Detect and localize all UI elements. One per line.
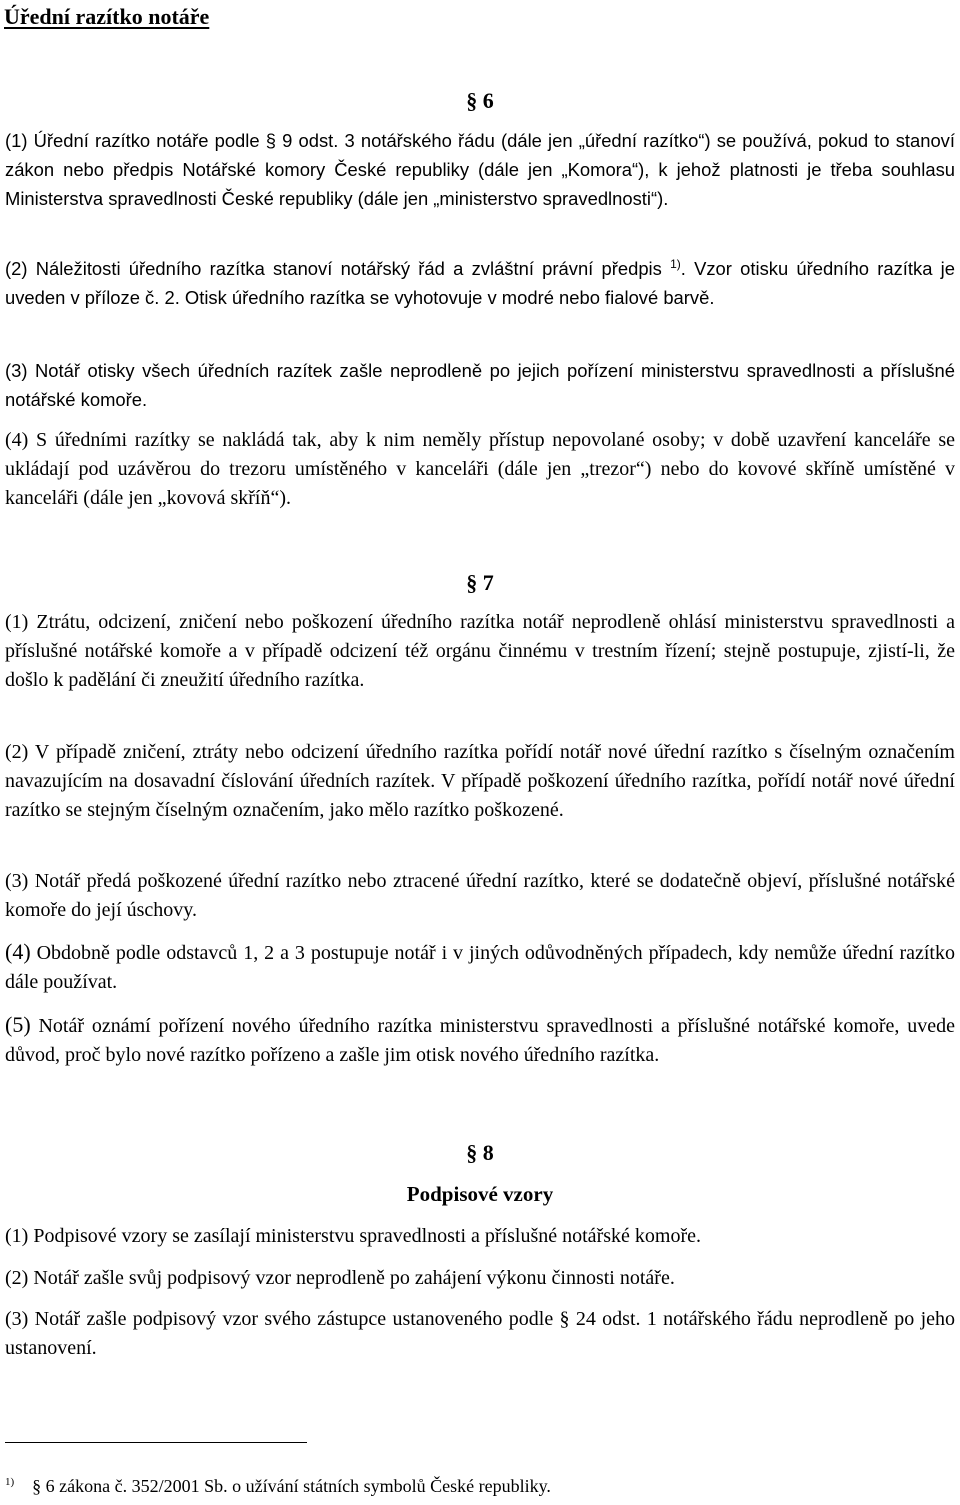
paragraph-4-text: Obdobně podle odstavců 1, 2 a 3 postupuje notář i v jiných odůvodněných případech, kdy nemůže úřední razítko dále používat. [5,942,955,993]
section-8-paragraph-1: (1) Podpisové vzory se zasílají ministerstvu spravedlnosti a příslušné notářské komoře. [5,1225,701,1247]
footnote-divider [5,1442,307,1443]
footnote-text: § 6 zákona č. 352/2001 Sb. o užívání státních symbolů České republiky. [32,1476,551,1496]
section-8-paragraph-3: (3) Notář zašle podpisový vzor svého zástupce ustanoveného podle § 24 odst. 1 notářského řádu neprodleně po jeho ustanovení. [5,1308,955,1359]
section-7-heading: § 7 [466,570,494,595]
section-8-subheading: Podpisové vzory [406,1182,554,1206]
section-7-paragraph-3: (3) Notář předá poškozené úřední razítko nebo ztracené úřední razítko, které se dodatečně objeví, příslušné notářské komoře do její úschovy. [5,870,955,921]
paragraph-5-text: Notář oznámí pořízení nového úředního razítka ministerstvu spravedlnosti a příslušné notářské komoře, uvede důvod, proč bylo nové razítko pořízeno a zašle jim otisk nového úředního razítka. [5,1015,955,1066]
section-6-paragraph-4: (4) S úředními razítky se nakládá tak, aby k nim neměly přístup nepovolané osoby; v době uzavření kanceláře se ukládají pod uzávěrou do trezoru umístěného v kanceláři (dále jen „trezor“) nebo do kovové skříně umístěné v kanceláři (dále jen „kovová skříň“). [5,429,955,509]
section-8-heading: § 8 [466,1140,494,1165]
paragraph-5-number: (5) [5,1012,31,1037]
footnote-mark: 1) [5,1476,15,1488]
paragraph-2-text-a: (2) Náležitosti úředního razítka stanoví notářský řád a zvláštní právní předpis [5,258,671,279]
section-7-paragraph-5 [5,1010,955,1070]
section-6-paragraph-3: (3) Notář otisky všech úředních razítek zašle neprodleně po jejich pořízení ministerstvu spravedlnosti a příslušné notářské komoře. [5,360,955,410]
section-6-heading: § 6 [466,88,494,113]
paragraph-2-text-b: . Vzor otisku úředního razítka je uveden v příloze č. 2. Otisk úředního razítka se vyhotovuje v modré nebo fialové barvě. [5,258,955,308]
section-6-paragraph-2 [5,254,955,312]
section-8-paragraph-2: (2) Notář zašle svůj podpisový vzor neprodleně po zahájení výkonu činnosti notáře. [5,1267,675,1289]
section-6-paragraph-1: (1) Úřední razítko notáře podle § 9 odst. 3 notářského řádu (dále jen „úřední razítko“) se používá, pokud to stanoví zákon nebo předpis Notářské komory České republiky (dále jen „Komora“), k jehož platnosti je třeba souhlasu Ministerstva spravedlnosti České republiky (dále jen „ministerstvo spravedlnosti“). [5,130,955,209]
section-7-paragraph-2: (2) V případě zničení, ztráty nebo odcizení úředního razítka pořídí notář nové úřední razítko s číselným označením navazujícím na dosavadní číslování úředních razítek. V případě poškození úředního razítka, pořídí notář nové úřední razítko se stejným číselným označením, jako mělo razítko poškozené. [5,741,955,821]
section-7-paragraph-1: (1) Ztrátu, odcizení, zničení nebo poškození úředního razítka notář neprodleně ohlásí ministerstvu spravedlnosti a příslušné notářské komoře a v případě odcizení též orgánu činnému v trestním řízení; stejně postupuje, zjistí-li, že došlo k padělání či zneužití úředního razítka. [5,611,955,691]
document-title: Úřední razítko notáře [4,4,210,29]
footnote [5,1476,551,1497]
section-7-paragraph-4 [5,937,955,997]
paragraph-4-number: (4) [5,939,31,964]
footnote-reference: 1) [670,256,681,271]
